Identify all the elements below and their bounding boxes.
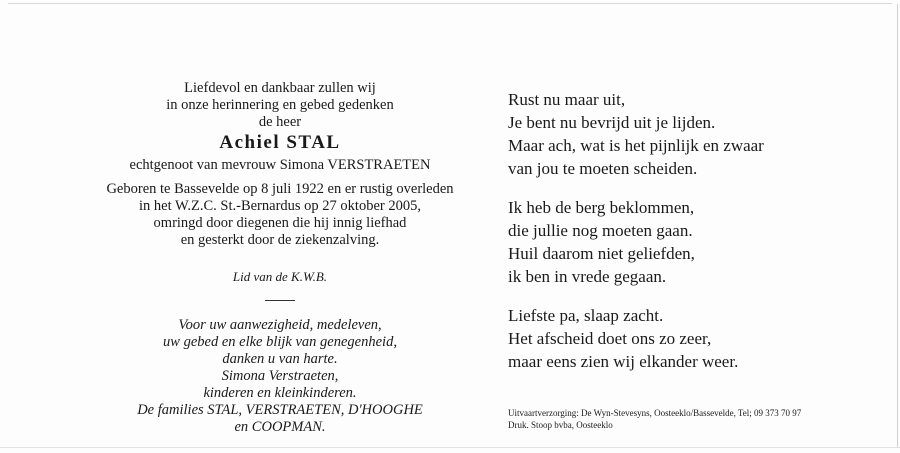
thanks-line: uw gebed en elke blijk van genegenheid,: [163, 334, 397, 350]
poem-line: Liefste pa, slaap zacht.: [508, 306, 664, 325]
poem-line: ik ben in vrede gegaan.: [508, 267, 667, 286]
poem-panel: [508, 88, 878, 389]
birth-line: in het W.Z.C. St.-Bernardus op 27 oktober 2005,: [139, 198, 421, 214]
poem-stanza: [508, 196, 878, 288]
intro-line: de heer: [258, 114, 302, 130]
birth-line: en gesterkt door de ziekenzalving.: [180, 232, 380, 248]
birth-death-text: [100, 181, 460, 249]
poem-line: Het afscheid doet ons zo zeer,: [508, 329, 712, 348]
card-edge-right: [897, 4, 898, 447]
poem-line: Je bent nu bevrijd uit je lijden.: [508, 113, 716, 132]
funeral-director-line: Uitvaartverzorging: De Wyn-Stevesyns, Oosteeklo/Bassevelde, Tel; 09 373 70 97: [508, 408, 802, 418]
poem-line: Huil daarom niet geliefden,: [508, 244, 695, 263]
poem-stanza: [508, 88, 878, 180]
thanks-line: Simona Verstraeten,: [221, 368, 339, 384]
poem-line: Rust nu maar uit,: [508, 90, 626, 109]
intro-line: Liefdevol en dankbaar zullen wij: [184, 80, 376, 96]
thanks-line: Voor uw aanwezigheid, medeleven,: [178, 317, 382, 333]
poem-line: van jou te moeten scheiden.: [508, 159, 698, 178]
poem-stanza: [508, 304, 878, 373]
spouse-line: echtgenoot van mevrouw Simona VERSTRAETEN: [129, 157, 431, 173]
poem-line: Ik heb de berg beklommen,: [508, 198, 695, 217]
thanks-line: De families STAL, VERSTRAETEN, D'HOOGHE: [137, 402, 423, 418]
divider-rule: [265, 300, 295, 301]
left-panel: [100, 80, 460, 436]
poem-line: Maar ach, wat is het pijnlijk en zwaar: [508, 136, 764, 155]
poem-line: die jullie nog moeten gaan.: [508, 221, 693, 240]
intro-text: [100, 80, 460, 131]
printer-credits: [508, 407, 801, 431]
thanks-line: en COOPMAN.: [234, 419, 326, 435]
thanks-line: kinderen en kleinkinderen.: [203, 385, 357, 401]
thanks-line: danken u van harte.: [222, 351, 338, 367]
birth-line: Geboren te Bassevelde op 8 juli 1922 en er rustig overleden: [106, 181, 454, 197]
membership-line: Lid van de K.W.B.: [232, 269, 328, 284]
poem-line: maar eens zien wij elkander weer.: [508, 352, 739, 371]
deceased-name: Achiel STAL: [219, 132, 341, 153]
intro-line: in onze herinnering en gebed gedenken: [166, 97, 394, 113]
card-edge-bottom: [0, 447, 900, 448]
printer-line: Druk. Stoop bvba, Oosteeklo: [508, 420, 613, 430]
card-edge-top: [8, 3, 892, 4]
thanks-text: [100, 317, 460, 436]
birth-line: omringd door diegenen die hij innig liefhad: [153, 215, 407, 231]
